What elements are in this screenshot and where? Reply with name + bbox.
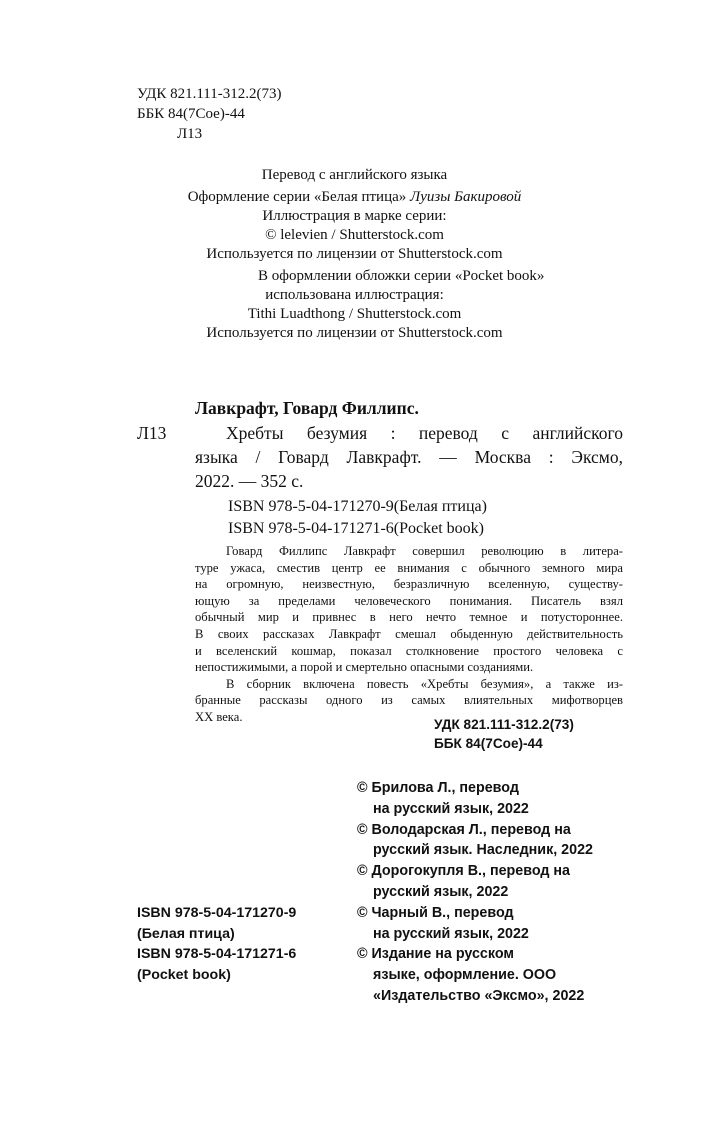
translation-credit: Перевод с английского языка [261,167,448,183]
catalog-author-mark: Л13 [137,423,167,443]
annotation-line: обычный мир и привнес в него нечто темное и потустороннее. [195,610,623,625]
bbk-code-top: ББК 84(7Сое)-44 [137,106,245,122]
copyright-line: © Брилова Л., перевод [357,780,519,796]
license-note-1: Используется по лицензии от Shutterstock.com [206,246,503,262]
copyright-line: «Издательство «Эксмо», 2022 [373,988,585,1004]
annotation-line: Говард Филлипс Лавкрафт совершил революцию в литера- [226,544,623,558]
series-design-credit [0,188,709,207]
catalog-title-line-1: Хребты безумия : перевод с английского [226,423,623,443]
license-note-2: Используется по лицензии от Shutterstock.com [206,325,503,341]
copyright-line: © Дорогокупля В., перевод на [357,863,570,880]
annotation-line: на огромную, неизвестную, безразличную вселенную, существу- [195,577,623,592]
author-mark-top: Л13 [177,126,203,142]
isbn-line: (Белая птица) [137,925,235,942]
annotation-line: и вселенский кошмар, показал столкновение простого человека с [195,643,623,658]
annotation-line: непостижимыми, а порой и смертельно опасными созданиями. [195,660,534,675]
series-mark-illustration-source: © lelevien / Shutterstock.com [265,227,444,243]
copyright-line: на русский язык, 2022 [373,800,529,817]
udk-code-top: УДК 821.111-312.2(73) [137,86,282,102]
bbk-code-bottom: ББК 84(7Сое)-44 [434,736,543,751]
series-mark-illustration-credit: Иллюстрация в марке серии: [262,208,447,224]
annotation-line: В своих рассказах Лавкрафт смешал обыденную действительность [195,627,623,641]
copyright-line: © Володарская Л., перевод на [357,821,571,838]
copyright-line: русский язык, 2022 [373,884,509,900]
cover-illustration-credit: использована иллюстрация: [265,287,444,303]
isbn-line: ISBN 978-5-04-171271-6 [137,946,297,962]
copyright-line: на русский язык, 2022 [373,925,529,942]
copyright-line: русский язык. Наследник, 2022 [373,842,593,859]
isbn-line: ISBN 978-5-04-171270-9 [137,905,297,921]
catalog-isbn-2: ISBN 978-5-04-171271-6(Pocket book) [228,520,484,537]
catalog-author-heading: Лавкрафт, Говард Филлипс. [195,398,419,418]
series-designer-name: Луизы Бакировой [410,189,522,205]
copyright-line: языке, оформление. ООО [373,967,557,984]
copyright-line: © Чарный В., перевод [357,904,514,921]
isbn-line: (Pocket book) [137,966,231,983]
annotation-line: ющую за пределами человеческого понимания. Писатель взял [195,593,623,608]
annotation-line: бранные рассказы одного из самых влиятельных мифотворцев [195,693,623,708]
cover-illustration-source: Tithi Luadthong / Shutterstock.com [247,306,462,322]
annotation-line: В сборник включена повесть «Хребты безумия», а также из- [226,676,623,691]
catalog-title-line-3: 2022. — 352 с. [195,471,304,491]
catalog-isbn-1: ISBN 978-5-04-171270-9(Белая птица) [228,498,487,515]
annotation-line: XX века. [195,710,243,724]
series-design-prefix: Оформление серии «Белая птица» [187,189,407,205]
annotation-line: туре ужаса, сместив центр ее внимания с обычного земного мира [195,560,623,575]
copyright-line: © Издание на русском [357,946,514,963]
catalog-title-line-2: языка / Говард Лавкрафт. — Москва : Эксмо, [195,447,623,467]
cover-design-credit: В оформлении обложки серии «Pocket book» [258,268,545,284]
udk-code-bottom: УДК 821.111-312.2(73) [434,717,574,732]
